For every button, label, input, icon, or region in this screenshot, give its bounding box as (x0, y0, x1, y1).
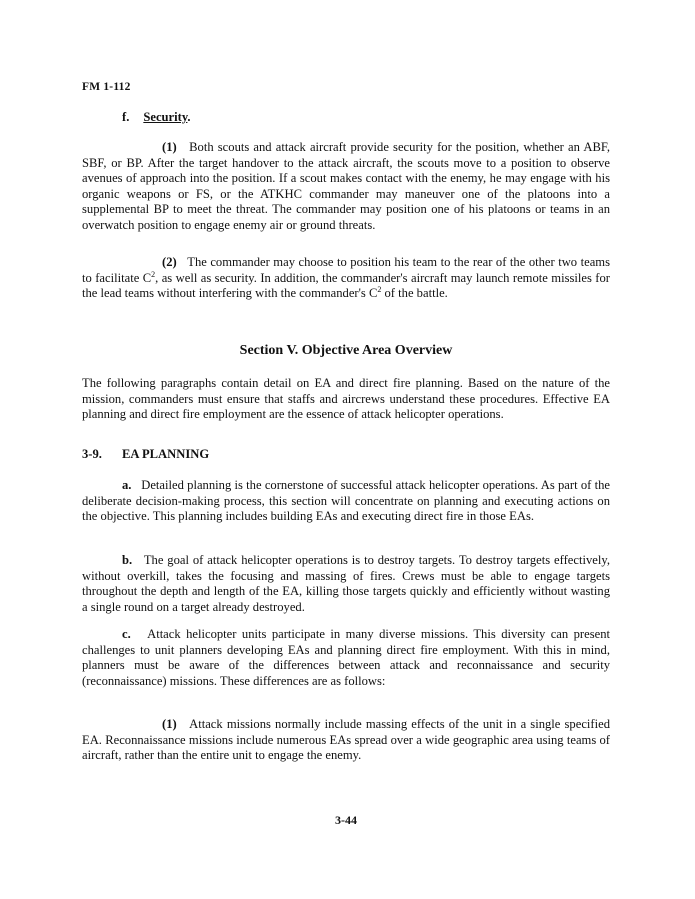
paragraph-heading-number: 3-9. (82, 447, 102, 461)
subsection-label: f. (122, 110, 130, 124)
paragraph-heading-ea-planning (82, 447, 209, 463)
paragraph-text: The goal of attack helicopter operations is to destroy targets. To destroy targets effectively, without overkill, takes the focusing and massing of fires. Crews must be able to engage targets throughout the depth and length of the EA, killing those targets quickly and efficiently without wasting a single round on a target already destroyed. (82, 553, 610, 614)
superscript: 2 (377, 285, 382, 295)
subsection-title: Security (143, 110, 188, 124)
paragraph-number: (1) (162, 717, 177, 731)
paragraph-text: Both scouts and attack aircraft provide security for the position, whether an ABF, SBF, or BP. After the target handover to the attack aircraft, the scouts move to a position to observe avenues of approach into the position. If a scout makes contact with the enemy, he may engage with his organic weapons or FS, or the ATKHC commander may maneuver one of the platoons into a supplemental BP to meet the threat. The commander may position one of his platoons or teams in an overwatch position to engage enemy air or ground threats. (82, 140, 610, 232)
section-intro-paragraph: The following paragraphs contain detail on EA and direct fire planning. Based on the nature of the mission, commanders must ensure that staffs and aircrews understand these procedures. Effective EA planning and direct fire employment are the essence of attack helicopter operations. (82, 376, 610, 422)
ea-paragraph-c1 (82, 717, 610, 764)
manual-header: FM 1-112 (82, 81, 131, 93)
security-paragraph-2 (82, 255, 610, 302)
section-title: Section V. Objective Area Overview (239, 343, 453, 358)
paragraph-text-part-1: The commander may choose to position his team to the rear of the other two teams to facilitate C (82, 255, 610, 285)
paragraph-label: a. (122, 478, 132, 492)
paragraph-label: b. (122, 553, 133, 567)
superscript: 2 (151, 269, 156, 279)
paragraph-number: (1) (162, 140, 177, 154)
paragraph-text: Detailed planning is the cornerstone of successful attack helicopter operations. As part of the deliberate decision-making process, this section will concentrate on planning and executing actions on the objective. This planning includes building EAs and executing direct fire in those EAs. (82, 478, 610, 524)
subsection-title-period: . (187, 110, 191, 124)
paragraph-text-part-2: , as well as security. In addition, the commander's aircraft may launch remote missiles for the lead teams without interfering with the commander's C (82, 270, 610, 301)
subsection-heading-security (122, 110, 191, 126)
ea-paragraph-b (82, 553, 610, 615)
page-number: 3-44 (335, 813, 357, 827)
ea-paragraph-a (82, 478, 610, 525)
ea-paragraph-c (82, 627, 610, 689)
paragraph-text-part-3: of the battle. (381, 286, 448, 301)
paragraph-text: Attack missions normally include massing effects of the unit in a single specified EA. Reconnaissance missions include numerous EAs spread over a wide geographic area using teams of aircraft, rather than the entire unit to engage the enemy. (82, 717, 610, 763)
paragraph-text: Attack helicopter units participate in many diverse missions. This diversity can present challenges to unit planners developing EAs and planning direct fire employment. With this in mind, planners must be aware of the differences between attack and reconnaissance and security (reconnaissance) missions. These differences are as follows: (82, 627, 610, 688)
paragraph-number: (2) (162, 255, 177, 269)
security-paragraph-1 (82, 140, 610, 234)
paragraph-heading-title: EA PLANNING (122, 447, 210, 461)
paragraph-label: c. (122, 627, 131, 641)
